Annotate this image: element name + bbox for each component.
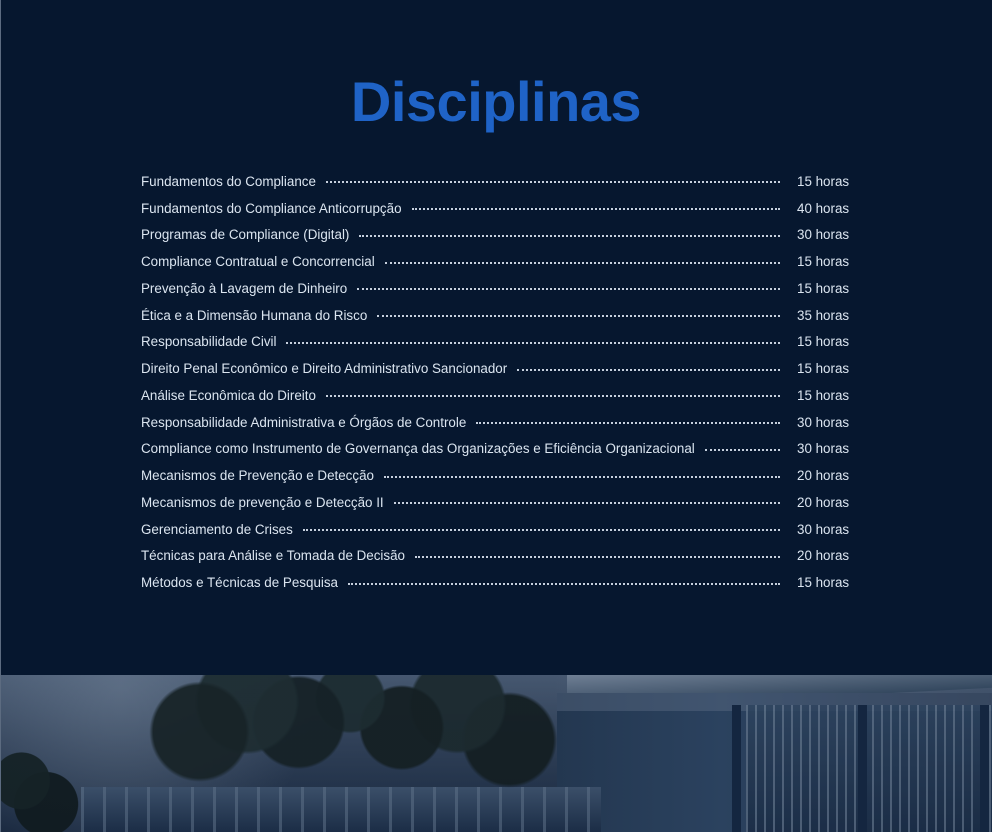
course-name: Mecanismos de prevenção e Detecção II <box>141 494 384 510</box>
course-hours: 20 horas <box>797 468 850 484</box>
course-hours: 15 horas <box>797 254 850 270</box>
course-name: Compliance Contratual e Concorrencial <box>141 254 375 270</box>
course-name: Responsabilidade Administrativa e Órgãos de Controle <box>141 414 467 430</box>
course-list <box>141 168 853 596</box>
course-hours: 30 horas <box>797 227 850 243</box>
dotted-leader <box>377 315 780 318</box>
course-hours: 15 horas <box>797 173 850 189</box>
building-column <box>732 705 741 832</box>
dotted-leader <box>476 422 780 425</box>
course-row <box>141 543 853 570</box>
left-tree <box>1 739 83 832</box>
course-row <box>141 355 853 382</box>
course-row <box>141 302 853 329</box>
course-hours: 35 horas <box>797 307 850 323</box>
dotted-leader <box>286 342 780 345</box>
course-row <box>141 168 853 195</box>
course-hours: 15 horas <box>797 334 850 350</box>
course-hours: 15 horas <box>797 387 850 403</box>
course-row <box>141 409 853 436</box>
building-photo <box>1 675 992 832</box>
course-row <box>141 222 853 249</box>
course-hours: 40 horas <box>797 200 850 216</box>
course-row <box>141 489 853 516</box>
course-name: Ética e a Dimensão Humana do Risco <box>141 307 368 323</box>
dotted-leader <box>705 449 780 452</box>
course-row <box>141 516 853 543</box>
dotted-leader <box>357 288 780 291</box>
building-column <box>980 705 989 832</box>
dotted-leader <box>326 181 780 184</box>
course-name: Métodos e Técnicas de Pesquisa <box>141 575 339 591</box>
dotted-leader <box>326 395 780 398</box>
course-row <box>141 329 853 356</box>
course-hours: 15 horas <box>797 361 850 377</box>
dotted-leader <box>412 208 780 211</box>
course-hours: 30 horas <box>797 441 850 457</box>
course-name: Direito Penal Econômico e Direito Administrativo Sancionador <box>141 361 508 377</box>
dotted-leader <box>384 476 780 479</box>
course-hours: 20 horas <box>797 494 850 510</box>
course-name: Fundamentos do Compliance Anticorrupção <box>141 200 402 216</box>
course-name: Compliance como Instrumento de Governança das Organizações e Eficiência Organizacional <box>141 441 695 457</box>
building-column <box>858 705 867 832</box>
course-row <box>141 462 853 489</box>
course-hours: 30 horas <box>797 521 850 537</box>
tree-canopy <box>148 675 578 810</box>
course-row <box>141 382 853 409</box>
course-name: Programas de Compliance (Digital) <box>141 227 350 243</box>
dotted-leader <box>415 556 780 559</box>
course-name: Técnicas para Análise e Tomada de Decisão <box>141 548 405 564</box>
course-row <box>141 248 853 275</box>
course-row <box>141 195 853 222</box>
dotted-leader <box>394 502 780 505</box>
course-row <box>141 436 853 463</box>
dotted-leader <box>348 583 780 586</box>
dotted-leader <box>517 369 780 372</box>
page-title: Disciplinas <box>350 69 642 133</box>
course-hours: 15 horas <box>797 575 850 591</box>
course-row <box>141 569 853 596</box>
dotted-leader <box>303 529 780 532</box>
course-name: Fundamentos do Compliance <box>141 173 316 189</box>
course-name: Gerenciamento de Crises <box>141 521 293 537</box>
course-row <box>141 275 853 302</box>
dotted-leader <box>359 235 780 238</box>
course-name: Mecanismos de Prevenção e Detecção <box>141 468 374 484</box>
course-hours: 15 horas <box>797 280 850 296</box>
course-name: Análise Econômica do Direito <box>141 387 316 403</box>
course-name: Prevenção à Lavagem de Dinheiro <box>141 280 348 296</box>
building-colonnade <box>746 705 992 832</box>
course-hours: 30 horas <box>797 414 850 430</box>
course-hours: 20 horas <box>797 548 850 564</box>
course-name: Responsabilidade Civil <box>141 334 277 350</box>
dotted-leader <box>385 262 780 265</box>
